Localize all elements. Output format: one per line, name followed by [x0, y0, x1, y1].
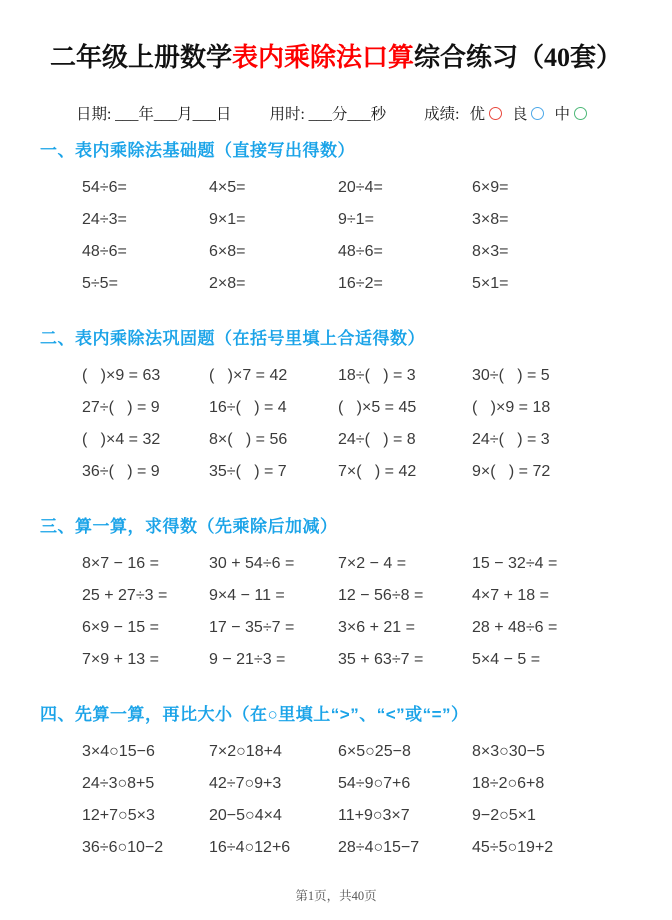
problem: 54÷9○7+6: [338, 775, 411, 792]
problem: 3×6 + 21 =: [338, 619, 415, 636]
problems-grid: [82, 360, 632, 488]
problem: 8×7 − 16 =: [82, 555, 159, 572]
problem: ( )×5 = 45: [338, 399, 417, 416]
score-option-label: 中: [554, 106, 570, 123]
score-option: [554, 102, 587, 124]
problem: 3×8=: [472, 211, 509, 228]
problem: 28 + 48÷6 =: [472, 619, 558, 636]
problem: 20÷4=: [338, 179, 383, 196]
problem: 9 − 21÷3 =: [209, 651, 286, 668]
problem: 36÷( ) = 9: [82, 463, 160, 480]
section-heading: 二、表内乘除法巩固题（在括号里填上合适得数）: [40, 329, 425, 348]
problem: 11+9○3×7: [338, 807, 410, 824]
problem: 25 + 27÷3 =: [82, 587, 168, 604]
problem: 30 + 54÷6 =: [209, 555, 295, 572]
problem: 6×9 − 15 =: [82, 619, 159, 636]
problem: 45÷5○19+2: [472, 839, 554, 856]
problem: 6×5○25−8: [338, 743, 411, 760]
problem: 6×9=: [472, 179, 509, 196]
score-option-label: 优: [469, 106, 485, 123]
problem: 7×2 − 4 =: [338, 555, 407, 572]
problem: 18÷2○6+8: [472, 775, 545, 792]
problems-grid: [82, 736, 632, 864]
problem: 24÷3=: [82, 211, 127, 228]
problems-grid: [82, 548, 632, 676]
problem: 12 − 56÷8 =: [338, 587, 424, 604]
problem: 7×2○18+4: [209, 743, 282, 760]
problem: 54÷6=: [82, 179, 127, 196]
problem: 7×9 + 13 =: [82, 651, 159, 668]
problem: 5÷5=: [82, 275, 118, 292]
score-option-label: 良: [511, 106, 528, 123]
problem: 27÷( ) = 9: [82, 399, 160, 416]
problem: 8×3=: [472, 243, 509, 260]
problem: 3×4○15−6: [82, 743, 155, 760]
problem: 42÷7○9+3: [209, 775, 282, 792]
problem: 16÷( ) = 4: [209, 399, 287, 416]
problem: 2×8=: [209, 275, 246, 292]
section-heading: 四、先算一算，再比大小（在○里填上“>”、“<”或“=”）: [40, 705, 469, 724]
problem: 15 − 32÷4 =: [472, 555, 558, 572]
problem: 36÷6○10−2: [82, 839, 164, 856]
worksheet-section: [40, 514, 632, 676]
page-number: 第1页，共40页: [295, 889, 377, 903]
page-title: [40, 40, 632, 76]
problem: ( )×9 = 18: [472, 399, 551, 416]
problem: 7×( ) = 42: [338, 463, 417, 480]
worksheet-section: [40, 326, 632, 488]
problem: 5×1=: [472, 275, 509, 292]
problem: 9×4 − 11 =: [209, 587, 285, 604]
score-circle-icon[interactable]: [531, 107, 544, 120]
sections: [40, 138, 632, 864]
problem: 4×7 + 18 =: [472, 587, 549, 604]
score-option: [469, 102, 502, 124]
score-circle-icon[interactable]: [489, 107, 502, 120]
problem: 16÷4○12+6: [209, 839, 291, 856]
problem: ( )×4 = 32: [82, 431, 161, 448]
problem: 28÷4○15−7: [338, 839, 420, 856]
title-highlight: 表内乘除法口算: [231, 43, 414, 72]
problem: 35÷( ) = 7: [209, 463, 287, 480]
title-prefix: 二年级上册数学: [49, 43, 232, 72]
problem: 8×3○30−5: [472, 743, 545, 760]
problem: 24÷3○8+5: [82, 775, 155, 792]
problems-grid: [82, 172, 632, 300]
problem: 20−5○4×4: [209, 807, 282, 824]
problem: ( )×9 = 63: [82, 367, 161, 384]
title-suffix: 综合练习（40套）: [414, 43, 623, 72]
problem: 5×4 − 5 =: [472, 651, 541, 668]
problem: 35 + 63÷7 =: [338, 651, 424, 668]
section-heading: 三、算一算，求得数（先乘除后加减）: [40, 517, 338, 536]
problem: 8×( ) = 56: [209, 431, 288, 448]
section-heading: 一、表内乘除法基础题（直接写出得数）: [40, 141, 355, 160]
time-blanks: 用时: ___分___秒: [269, 106, 387, 123]
problem: ( )×7 = 42: [209, 367, 288, 384]
meta-line: [76, 102, 632, 124]
problem: 24÷( ) = 8: [338, 431, 416, 448]
date-blanks: 日期: ___年___月___日: [76, 106, 232, 123]
score-label: 成绩:: [424, 106, 460, 123]
worksheet-section: [40, 138, 632, 300]
problem: 18÷( ) = 3: [338, 367, 416, 384]
problem: 6×8=: [209, 243, 246, 260]
problem: 9×1=: [209, 211, 246, 228]
problem: 30÷( ) = 5: [472, 367, 550, 384]
problem: 17 − 35÷7 =: [209, 619, 295, 636]
problem: 9×( ) = 72: [472, 463, 551, 480]
problem: 48÷6=: [82, 243, 127, 260]
score-circle-icon[interactable]: [574, 107, 587, 120]
problem: 48÷6=: [338, 243, 383, 260]
problem: 16÷2=: [338, 275, 383, 292]
problem: 12+7○5×3: [82, 807, 155, 824]
worksheet-section: [40, 702, 632, 864]
problem: 9÷1=: [338, 211, 374, 228]
problem: 24÷( ) = 3: [472, 431, 550, 448]
problem: 4×5=: [209, 179, 246, 196]
problem: 9−2○5×1: [472, 807, 536, 824]
score-option: [512, 102, 545, 124]
score-group: [424, 102, 587, 124]
